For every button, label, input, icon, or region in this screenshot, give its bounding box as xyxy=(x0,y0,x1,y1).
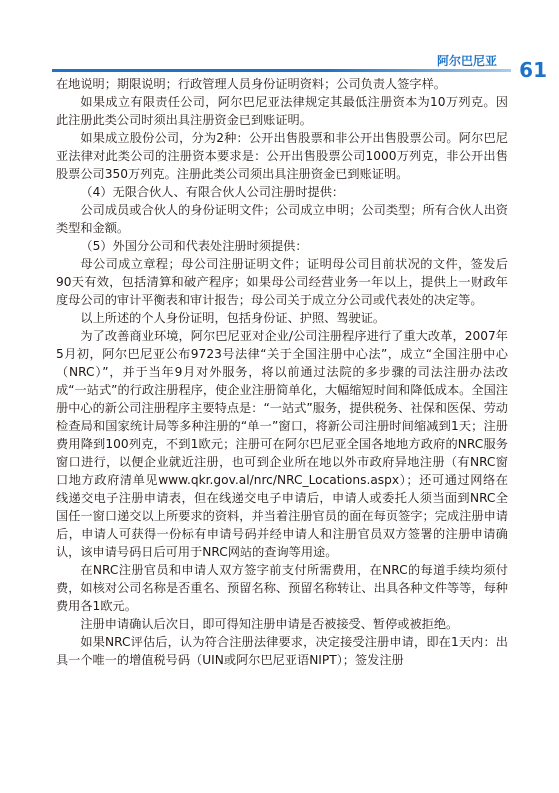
paragraph-3: 如果成立股份公司，分为2种：公开出售股票和非公开出售股票公司。阿尔巴尼亚法律对此类公司的注册资本要求是：公开出售股票公司1000万列克，非公开出售股票公司350万列克。注册此类公司须出具注册资金已到账证明。 xyxy=(56,131,508,181)
paragraph-10: 在NRC注册官员和申请人双方签字前支付所需费用，在NRC的每道手续均须付费，如核对公司名称是否重名、预留名称、预留名称转让、出具各种文件等等，每种费用各1欧元。 xyxy=(56,563,508,613)
paragraph-6: （5）外国分公司和代表处注册时须提供： xyxy=(80,239,308,253)
paragraph-1: 在地说明；期限说明；行政管理人员身份证明资料；公司负责人签字样。 xyxy=(56,77,446,91)
paragraph-12: 如果NRC评估后，认为符合注册法律要求，决定接受注册申请，即在1天内：出具一个唯一的增值税号码（UIN或阿尔巴尼亚语NIPT）；签发注册 xyxy=(56,635,508,667)
paragraph-5: 公司成员或合伙人的身份证明文件；公司成立申明；公司类型；所有合伙人出资类型和金额。 xyxy=(56,203,508,235)
paragraph-2: 如果成立有限责任公司，阿尔巴尼亚法律规定其最低注册资本为10万列克。因此注册此类公司时须出具注册资金已到账证明。 xyxy=(56,95,508,127)
paragraph-7: 母公司成立章程；母公司注册证明文件；证明母公司目前状况的文件，签发后90天有效，包括清算和破产程序；如果母公司经营业务一年以上，提供上一财政年度母公司的审计平衡表和审计报告；母公司关于成立分公司或代表处的决定等。 xyxy=(56,257,508,307)
paragraph-9: 为了改善商业环境，阿尔巴尼亚对企业/公司注册程序进行了重大改革，2007年5月初，阿尔巴尼亚公布9723号法律“关于全国注册中心法”，成立“全国注册中心（NRC）”，并于当年9月对外服务，将以前通过法院的多步骤的司法注册办法改成“一站式”的行政注册程序，使企业注册简单化，大幅缩短时间和降低成本。全国注册中心的新公司注册程序主要特点是：“一站式”服务，提供税务、社保和医保、劳动检查局和国家统计局等多种注册的“单一”窗口，将新公司注册时间缩减到1天；注册费用降到100列克，不到1欧元；注册可在阿尔巴尼亚全国各地地方政府的NRC服务窗口进行，以便企业就近注册，也可到企业所在地以外市政府异地注册（有NRC窗口地方政府清单见www.qkr.gov.al/nrc/NRC_Locations.aspx）；还可通过网络在线递交电子注册申请表，但在线递交电子申请后，申请人或委托人须当面到NRC全国任一窗口递交以上所要求的资料，并当着注册官员的面在每页签字；完成注册申请后，申请人可获得一份标有申请号码并经申请人和注册官员双方签署的注册申请确认，该申请号码日后可用于NRC网站的查询等用途。 xyxy=(56,329,508,559)
page-number: 61 xyxy=(519,58,547,82)
paragraph-11: 注册申请确认后次日，即可得知注册申请是否被接受、暂停或被拒绝。 xyxy=(80,617,459,631)
body-text xyxy=(56,75,508,669)
page-header xyxy=(0,0,559,80)
running-title: 阿尔巴尼亚 xyxy=(436,54,497,68)
paragraph-8: 以上所述的个人身份证明，包括身份证、护照、驾驶证。 xyxy=(80,311,386,325)
header-rule xyxy=(52,69,511,72)
paragraph-4: （4）无限合伙人、有限合伙人公司注册时提供： xyxy=(80,185,345,199)
